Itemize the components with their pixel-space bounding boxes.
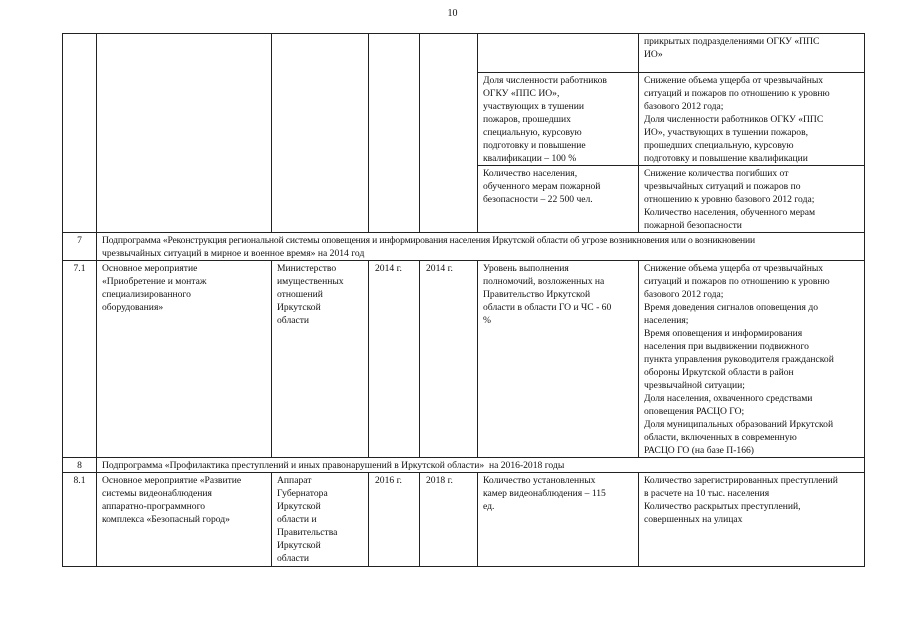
text-line: прикрытых подразделениями ОГКУ «ППС — [644, 36, 820, 47]
text-line: квалификации – 100 % — [483, 153, 577, 164]
subprogram-title — [97, 233, 865, 261]
text-line: Иркутской — [277, 501, 321, 512]
outcome-cell — [639, 34, 865, 73]
subprogram-row — [63, 233, 865, 261]
row-number: 7.1 — [63, 261, 97, 458]
start-year-cell: 2016 г. — [369, 473, 420, 567]
text-line: отношений — [277, 289, 323, 300]
text-line: Количество раскрытых преступлений, — [644, 501, 801, 512]
text-line: ед. — [483, 501, 495, 512]
executor-cell — [272, 261, 369, 458]
text-line: области, включенных в современную — [644, 432, 797, 443]
row-number: 7 — [63, 233, 97, 261]
text-line: чрезвычайных ситуаций и пожаров по — [644, 181, 801, 192]
text-line: базового 2012 года; — [644, 101, 724, 112]
text-line: РАСЦО ГО (на базе П-166) — [644, 445, 754, 456]
activity-cell — [97, 261, 272, 458]
text-line: Иркутской — [277, 540, 321, 551]
text-line: совершенных на улицах — [644, 514, 743, 525]
text-line: «Приобретение и монтаж — [102, 276, 207, 287]
text-line: пожаров, прошедших — [483, 114, 571, 125]
text-line: безопасности – 22 500 чел. — [483, 194, 593, 205]
text-line: области в области ГО и ЧС - 60 — [483, 302, 612, 313]
text-line: Количество зарегистрированных преступлений — [644, 475, 838, 486]
end-year-cell: 2014 г. — [420, 261, 478, 458]
text-line: Время оповещения и информирования — [644, 328, 803, 339]
indicator-cell — [478, 473, 639, 567]
text-line: оборудования» — [102, 302, 164, 313]
text-line: пункта управления руководителя гражданской — [644, 354, 834, 365]
text-line: Снижение объема ущерба от чрезвычайных — [644, 75, 824, 86]
text-line: в расчете на 10 тыс. населения — [644, 488, 770, 499]
text-line: чрезвычайных ситуаций в мирное и военное время» на 2014 год — [102, 248, 365, 259]
empty-cell — [420, 34, 478, 233]
text-line: Аппарат — [277, 475, 312, 486]
text-line: Количество населения, — [483, 168, 578, 179]
subprogram-row — [63, 458, 865, 473]
text-line: подготовку и повышение квалификации — [644, 153, 808, 164]
text-line: населения; — [644, 315, 689, 326]
empty-cell — [369, 34, 420, 233]
text-line: Доля населения, охваченного средствами — [644, 393, 813, 404]
text-line: прошедших специальную, курсовую — [644, 140, 794, 151]
table-row — [63, 261, 865, 458]
table-row — [63, 473, 865, 567]
text-line: ситуаций и пожаров по отношению к уровню — [644, 276, 830, 287]
text-line: Количество населения, обученного мерам — [644, 207, 816, 218]
page-number: 10 — [447, 8, 458, 19]
text-line: Правительства — [277, 527, 338, 538]
text-line: чрезвычайной ситуации; — [644, 380, 745, 391]
text-line: Министерство — [277, 263, 337, 274]
empty-cell — [63, 34, 97, 233]
text-line: ИО», участвующих в тушении пожаров, — [644, 127, 809, 138]
text-line: Основное мероприятие — [102, 263, 198, 274]
row-number: 8.1 — [63, 473, 97, 567]
text-line: Основное мероприятие «Развитие — [102, 475, 242, 486]
empty-cell — [272, 34, 369, 233]
indicator-cell — [478, 261, 639, 458]
start-year-cell: 2014 г. — [369, 261, 420, 458]
outcome-cell — [639, 166, 865, 233]
text-line: Уровень выполнения — [483, 263, 569, 274]
empty-cell — [478, 34, 639, 73]
text-line: Подпрограмма «Реконструкция региональной системы оповещения и информирования населения Иркутской области об угрозе возникновения или о возникновении — [102, 235, 755, 246]
text-line: отношению к уровню базового 2012 года; — [644, 194, 815, 205]
text-line: Количество установленных — [483, 475, 596, 486]
text-line: базового 2012 года; — [644, 289, 724, 300]
text-line: ОГКУ «ППС ИО», — [483, 88, 560, 99]
text-line: Доля численности работников — [483, 75, 607, 86]
text-line: Доля численности работников ОГКУ «ППС — [644, 114, 824, 125]
text-line: оповещения РАСЦО ГО; — [644, 406, 745, 417]
text-line: ИО» — [644, 49, 663, 60]
text-line: области — [277, 553, 310, 564]
text-line: участвующих в тушении — [483, 101, 585, 112]
text-line: Правительство Иркутской — [483, 289, 591, 300]
outcome-cell — [639, 261, 865, 458]
text-line: системы видеонаблюдения — [102, 488, 212, 499]
text-line: подготовку и повышение — [483, 140, 586, 151]
row-number: 8 — [63, 458, 97, 473]
subprogram-title: Подпрограмма «Профилактика преступлений и иных правонарушений в Иркутской области» на 2016-2018 годы — [97, 458, 865, 473]
text-line: обученного мерам пожарной — [483, 181, 601, 192]
text-line: Иркутской — [277, 302, 321, 313]
activity-cell — [97, 473, 272, 567]
end-year-cell: 2018 г. — [420, 473, 478, 567]
text-line: Снижение объема ущерба от чрезвычайных — [644, 263, 824, 274]
text-line: камер видеонаблюдения – 115 — [483, 488, 606, 499]
text-line: Снижение количества погибших от — [644, 168, 789, 179]
text-line: Губернатора — [277, 488, 328, 499]
text-line: специализированного — [102, 289, 191, 300]
text-line: % — [483, 315, 491, 326]
text-line: области — [277, 315, 310, 326]
text-line: специальную, курсовую — [483, 127, 582, 138]
text-line: ситуаций и пожаров по отношению к уровню — [644, 88, 830, 99]
text-line: имущественных — [277, 276, 344, 287]
text-line: Время доведения сигналов оповещения до — [644, 302, 819, 313]
text-line: Доля муниципальных образований Иркутской — [644, 419, 834, 430]
text-line: области и — [277, 514, 317, 525]
table-row — [63, 34, 865, 73]
outcome-cell — [639, 73, 865, 166]
text-line: аппаратно-программного — [102, 501, 206, 512]
text-line: комплекса «Безопасный город» — [102, 514, 230, 525]
program-table — [62, 33, 865, 567]
text-line: пожарной безопасности — [644, 220, 742, 231]
empty-cell — [97, 34, 272, 233]
text-line: обороны Иркутской области в район — [644, 367, 794, 378]
text-line: населения при выдвижении подвижного — [644, 341, 809, 352]
text-line: полномочий, возложенных на — [483, 276, 605, 287]
executor-cell — [272, 473, 369, 567]
outcome-cell — [639, 473, 865, 567]
indicator-cell — [478, 166, 639, 233]
indicator-cell — [478, 73, 639, 166]
